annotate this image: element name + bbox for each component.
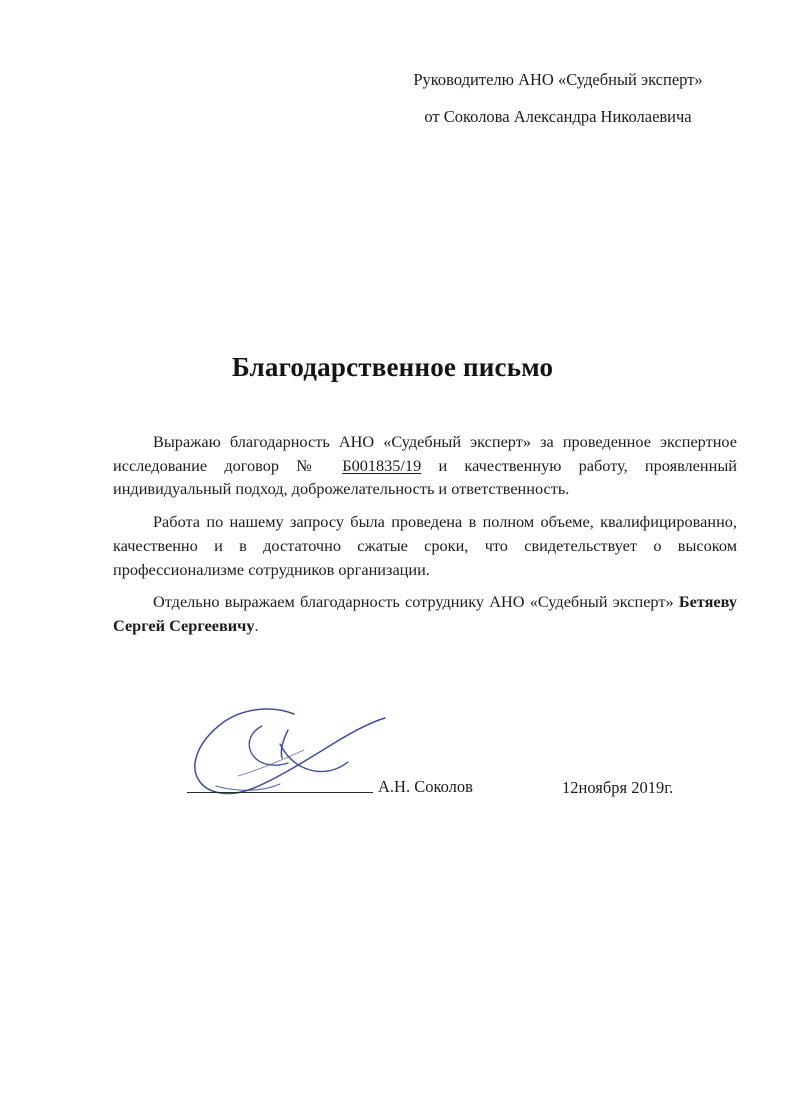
letter-body [113,430,737,638]
signature-date: 12ноября 2019г. [562,778,674,797]
addressee-block [388,72,728,125]
signer-name: А.Н. Соколов [378,777,473,796]
handwritten-signature-ink [176,700,406,800]
signature-line [187,792,373,793]
employee-name: Бетяеву Сергей Сергеевичу [113,592,737,635]
paragraph-3-text-before-name: Отдельно выражаем благодарность сотруднику АНО «Судебный эксперт» [153,592,679,612]
addressee-to-line: Руководителю АНО «Судебный эксперт» [413,70,703,89]
paragraph-1-text-before-number: Выражаю благодарность АНО «Судебный эксперт» за проведенное экспертное исследование договор № [113,432,737,475]
paragraph-3-text-after-name: . [254,615,259,635]
paragraph-work-quality: Работа по нашему запросу была проведена в полном объеме, квалифицированно, качественно и в достаточно сжатые сроки, что свидетельствует о высоком профессионализме сотрудников организации. [113,512,737,579]
paragraph-gratitude [113,430,737,501]
paragraph-employee-thanks [113,590,737,637]
contract-number: Б001835/19 [342,455,422,475]
document-title: Благодарственное письмо [231,352,554,382]
paragraph-1-text-after-number: и качественную работу, проявленный индивидуальный подход, доброжелательность и ответственность. [113,455,737,499]
addressee-from-line: от Соколова Александра Николаевича [424,106,692,126]
signature-area [0,700,785,820]
